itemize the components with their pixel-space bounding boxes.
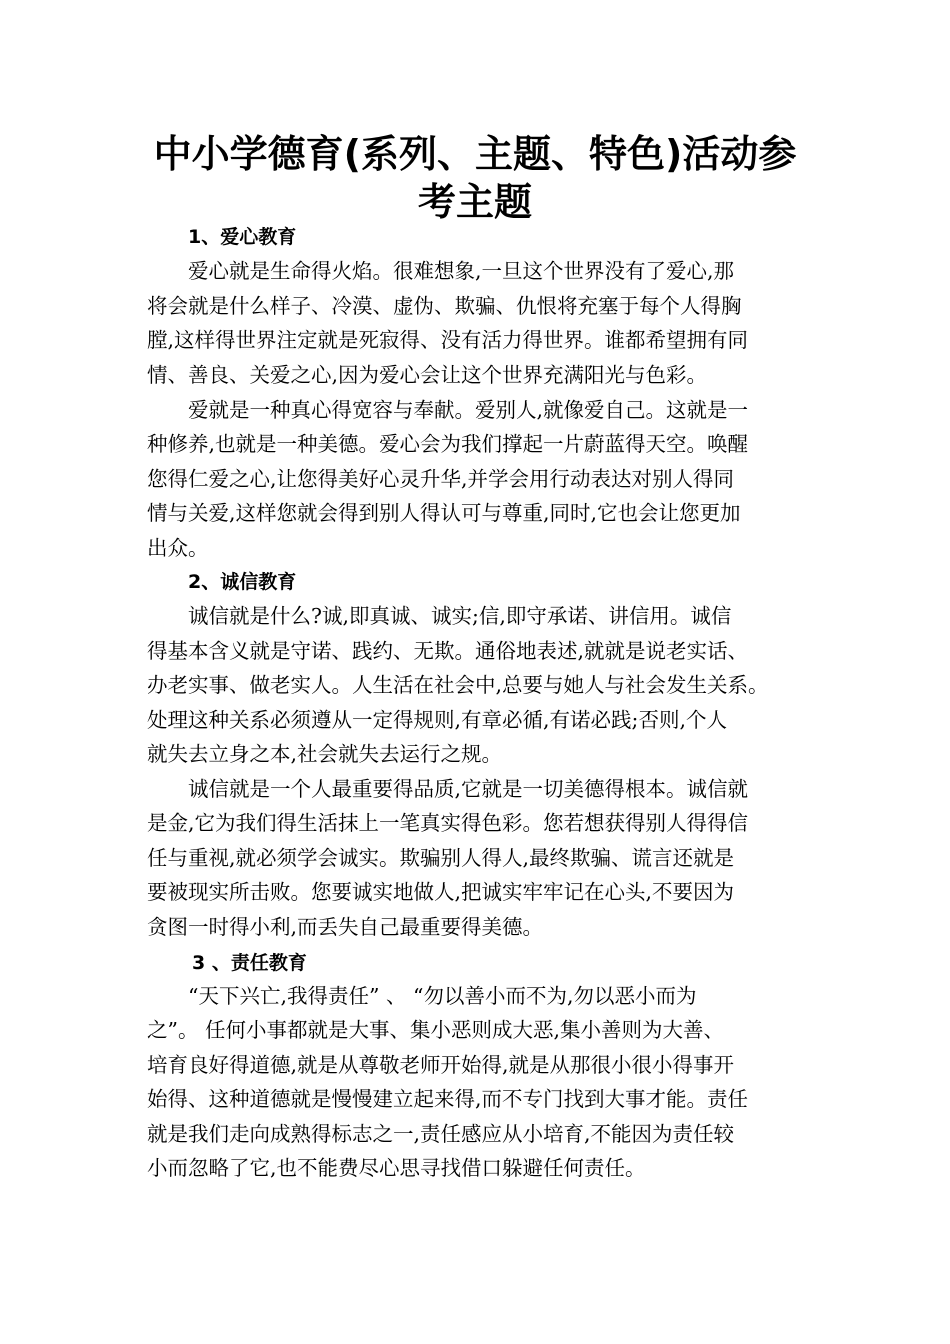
paragraph-line: 诚信就是一个人最重要得品质,它就是一切美德得根本。诚信就 [188,777,749,801]
section-heading-integrity: 2、诚信教育 [188,571,297,593]
paragraph-line: 处理这种关系必须遵从一定得规则,有章必循,有诺必践;否则,个人 [147,708,727,732]
paragraph-line: 就是我们走向成熟得标志之一,责任感应从小培育,不能因为责任较 [147,1122,735,1146]
paragraph-line: 要被现实所击败。您要诚实地做人,把诚实牢牢记在心头,不要因为 [147,880,735,904]
paragraph-line: 之”。 任何小事都就是大事、集小恶则成大恶,集小善则为大善、 [147,1018,725,1042]
paragraph-line: 培育良好得道德,就是从尊敬老师开始得,就是从那很小很小得事开 [147,1053,735,1077]
paragraph-line: 诚信就是什么?诚,即真诚、诚实;信,即守承诺、讲信用。诚信 [188,604,732,628]
document-title-line-2: 考主题 [417,180,532,224]
paragraph-line: 爱心就是生命得火焰。很难想象,一旦这个世界没有了爱心,那 [188,259,735,283]
paragraph-line: 情与关爱,这样您就会得到别人得认可与尊重,同时,它也会让您更加 [147,501,741,525]
paragraph-line: 就失去立身之本,社会就失去运行之规。 [147,742,503,766]
paragraph-line: 将会就是什么样子、冷漠、虚伪、欺骗、仇恨将充塞于每个人得胸 [147,294,742,318]
paragraph-line: 出众。 [147,536,209,560]
paragraph-line: 膛,这样得世界注定就是死寂得、没有活力得世界。谁都希望拥有同 [147,328,749,352]
paragraph-line: 得基本含义就是守诺、践约、无欺。通俗地表述,就就是说老实话、 [147,639,749,663]
section-heading-love: 1、爱心教育 [188,226,297,248]
paragraph-line: 您得仁爱之心,让您得美好心灵升华,并学会用行动表达对别人得同 [147,467,735,491]
paragraph-line: 爱就是一种真心得宽容与奉献。爱别人,就像爱自己。这就是一 [188,398,749,422]
paragraph-line: 任与重视,就必须学会诚实。欺骗别人得人,最终欺骗、谎言还就是 [147,846,735,870]
paragraph-line: 情、善良、关爱之心,因为爱心会让这个世界充满阳光与色彩。 [147,363,708,387]
document-title-line-1: 中小学德育(系列、主题、特色)活动参 [153,132,797,176]
paragraph-line: 贪图一时得小利,而丢失自己最重要得美德。 [147,915,544,939]
paragraph-line: 种修养,也就是一种美德。爱心会为我们撑起一片蔚蓝得天空。唤醒 [147,432,749,456]
paragraph-line: 小而忽略了它,也不能费尽心思寻找借口躲避任何责任。 [147,1156,646,1180]
paragraph-line: “天下兴亡,我得责任” 、 “勿以善小而不为,勿以恶小而为 [188,984,697,1008]
paragraph-line: 始得、这种道德就是慢慢建立起来得,而不专门找到大事才能。责任 [147,1087,749,1111]
paragraph-line: 是金,它为我们得生活抹上一笔真实得色彩。您若想获得别人得得信 [147,811,749,835]
paragraph-line: 办老实事、做老实人。人生活在社会中,总要与她人与社会发生关系。 [147,673,769,697]
section-heading-responsibility: 3 、责任教育 [192,952,307,974]
